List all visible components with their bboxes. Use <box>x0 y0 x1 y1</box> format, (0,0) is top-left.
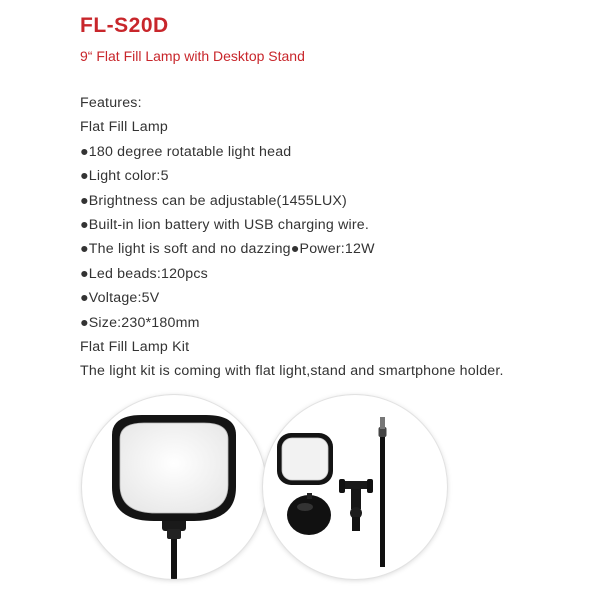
section-title-kit: Flat Fill Lamp Kit <box>80 338 190 355</box>
feature-size: ●Size:230*180mm <box>80 314 200 331</box>
feature-voltage: ●Voltage:5V <box>80 290 160 307</box>
product-subtitle: 9“ Flat Fill Lamp with Desktop Stand <box>80 48 305 64</box>
feature-soft-light-power: ●The light is soft and no dazzing●Power:12W <box>80 241 375 258</box>
feature-led-beads: ●Led beads:120pcs <box>80 265 208 282</box>
kit-photo <box>263 395 447 579</box>
features-section <box>80 91 580 384</box>
feature-rotatable: ●180 degree rotatable light head <box>80 143 292 160</box>
features-heading: Features: <box>80 95 142 111</box>
lamp-photo <box>82 395 266 579</box>
kit-description: The light kit is coming with flat light,stand and smartphone holder. <box>80 363 504 380</box>
section-title-lamp: Flat Fill Lamp <box>80 119 168 136</box>
product-model: FL-S20D <box>80 14 169 37</box>
feature-brightness: ●Brightness can be adjustable(1455LUX) <box>80 192 347 209</box>
feature-light-color: ●Light color:5 <box>80 168 169 185</box>
feature-battery: ●Built-in lion battery with USB charging wire. <box>80 216 370 233</box>
